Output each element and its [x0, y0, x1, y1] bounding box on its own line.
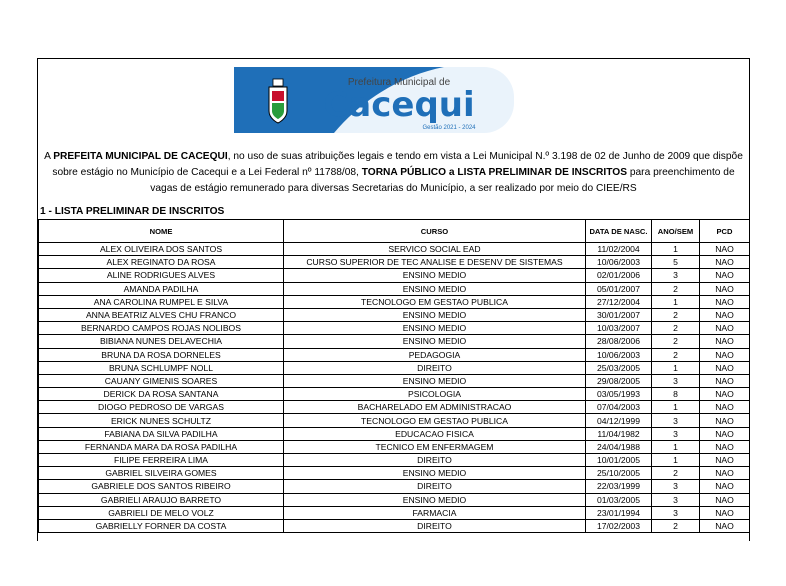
cell-ano-sem: 3 — [652, 506, 700, 519]
cell-pcd: NAO — [700, 282, 750, 295]
cell-curso: TECNICO EM ENFERMAGEM — [284, 440, 586, 453]
cell-ano-sem: 5 — [652, 256, 700, 269]
cell-data-nasc: 27/12/2004 — [586, 295, 652, 308]
cell-pcd: NAO — [700, 361, 750, 374]
cell-curso: ENSINO MEDIO — [284, 308, 586, 321]
cell-pcd: NAO — [700, 519, 750, 532]
cell-data-nasc: 01/03/2005 — [586, 493, 652, 506]
cell-pcd: NAO — [700, 480, 750, 493]
cell-pcd: NAO — [700, 335, 750, 348]
cell-data-nasc: 04/12/1999 — [586, 414, 652, 427]
prefeitura-logo — [234, 67, 514, 133]
table-row — [39, 414, 750, 427]
table-row — [39, 335, 750, 348]
cell-ano-sem: 1 — [652, 440, 700, 453]
cell-data-nasc: 22/03/1999 — [586, 480, 652, 493]
table-row — [39, 519, 750, 532]
cell-ano-sem: 1 — [652, 361, 700, 374]
cell-nome: ERICK NUNES SCHULTZ — [39, 414, 284, 427]
cell-nome: ANA CAROLINA RUMPEL E SILVA — [39, 295, 284, 308]
cell-nome: BERNARDO CAMPOS ROJAS NOLIBOS — [39, 322, 284, 335]
cell-pcd: NAO — [700, 374, 750, 387]
table-row — [39, 454, 750, 467]
cell-nome: GABRIELI ARAUJO BARRETO — [39, 493, 284, 506]
cell-curso: ENSINO MEDIO — [284, 322, 586, 335]
cell-pcd: NAO — [700, 493, 750, 506]
table-body — [39, 243, 750, 533]
table-row — [39, 401, 750, 414]
cell-pcd: NAO — [700, 467, 750, 480]
cell-data-nasc: 10/03/2007 — [586, 322, 652, 335]
table-row — [39, 493, 750, 506]
table-row — [39, 295, 750, 308]
cell-ano-sem: 1 — [652, 401, 700, 414]
table-row — [39, 282, 750, 295]
cell-curso: DIREITO — [284, 454, 586, 467]
inscritos-table — [38, 219, 750, 533]
cell-pcd: NAO — [700, 401, 750, 414]
header-curso: CURSO — [284, 220, 586, 243]
logo-top-text: Prefeitura Municipal de — [347, 77, 451, 88]
cell-pcd: NAO — [700, 243, 750, 256]
table-header-row — [39, 220, 750, 243]
logo-gestao: Gestão 2021 - 2024 — [422, 125, 476, 131]
cell-nome: FILIPE FERREIRA LIMA — [39, 454, 284, 467]
cell-ano-sem: 2 — [652, 322, 700, 335]
cell-ano-sem: 1 — [652, 295, 700, 308]
cell-ano-sem: 1 — [652, 454, 700, 467]
cell-data-nasc: 28/08/2006 — [586, 335, 652, 348]
cell-curso: ENSINO MEDIO — [284, 374, 586, 387]
cell-data-nasc: 11/04/1982 — [586, 427, 652, 440]
cell-nome: CAUANY GIMENIS SOARES — [39, 374, 284, 387]
cell-data-nasc: 30/01/2007 — [586, 308, 652, 321]
cell-curso: TECNOLOGO EM GESTAO PUBLICA — [284, 414, 586, 427]
intro-text-2: , no uso de suas atribuições legais e tendo em vista a Lei Municipal N.º 3.198 de 02 de Junho de 2009 que dispõe sobre estágio no Município de Cacequi e a Lei Federal nº 11788/08, — [52, 151, 743, 178]
cell-curso: ENSINO MEDIO — [284, 269, 586, 282]
cell-data-nasc: 11/02/2004 — [586, 243, 652, 256]
cell-nome: GABRIEL SILVEIRA GOMES — [39, 467, 284, 480]
cell-ano-sem: 3 — [652, 493, 700, 506]
cell-pcd: NAO — [700, 440, 750, 453]
cell-data-nasc: 10/01/2005 — [586, 454, 652, 467]
header-pcd: PCD — [700, 220, 750, 243]
cell-data-nasc: 05/01/2007 — [586, 282, 652, 295]
cell-pcd: NAO — [700, 427, 750, 440]
header-ano-sem: ANO/SEM — [652, 220, 700, 243]
cell-curso: BACHARELADO EM ADMINISTRACAO — [284, 401, 586, 414]
cell-nome: ALEX OLIVEIRA DOS SANTOS — [39, 243, 284, 256]
cell-curso: DIREITO — [284, 361, 586, 374]
cell-ano-sem: 2 — [652, 335, 700, 348]
cell-nome: GABRIELI DE MELO VOLZ — [39, 506, 284, 519]
intro-text-3: para preenchimento de vagas de estágio remunerado para diversas Secretarias do Município, a ser realizado por meio do CIEE/RS — [150, 166, 735, 194]
cell-nome: GABRIELLY FORNER DA COSTA — [39, 519, 284, 532]
cell-data-nasc: 02/01/2006 — [586, 269, 652, 282]
document-page — [37, 58, 750, 541]
cell-ano-sem: 2 — [652, 282, 700, 295]
cell-ano-sem: 3 — [652, 427, 700, 440]
cell-ano-sem: 2 — [652, 348, 700, 361]
cell-data-nasc: 29/08/2005 — [586, 374, 652, 387]
cell-pcd: NAO — [700, 506, 750, 519]
table-row — [39, 308, 750, 321]
cell-nome: DERICK DA ROSA SANTANA — [39, 388, 284, 401]
cell-curso: CURSO SUPERIOR DE TEC ANALISE E DESENV DE SISTEMAS — [284, 256, 586, 269]
table-row — [39, 440, 750, 453]
cell-pcd: NAO — [700, 269, 750, 282]
cell-pcd: NAO — [700, 256, 750, 269]
table-row — [39, 269, 750, 282]
cell-curso: ENSINO MEDIO — [284, 282, 586, 295]
cell-data-nasc: 10/06/2003 — [586, 348, 652, 361]
cell-curso: PEDAGOGIA — [284, 348, 586, 361]
cell-data-nasc: 03/05/1993 — [586, 388, 652, 401]
cell-curso: ENSINO MEDIO — [284, 493, 586, 506]
cell-nome: BRUNA DA ROSA DORNELES — [39, 348, 284, 361]
table-row — [39, 506, 750, 519]
intro-text-1: A — [44, 151, 54, 162]
cell-data-nasc: 17/02/2003 — [586, 519, 652, 532]
cell-nome: ANNA BEATRIZ ALVES CHU FRANCO — [39, 308, 284, 321]
cell-pcd: NAO — [700, 454, 750, 467]
cell-ano-sem: 2 — [652, 467, 700, 480]
cell-ano-sem: 8 — [652, 388, 700, 401]
cell-curso: PSICOLOGIA — [284, 388, 586, 401]
table-row — [39, 388, 750, 401]
table-row — [39, 374, 750, 387]
cell-pcd: NAO — [700, 295, 750, 308]
cell-pcd: NAO — [700, 388, 750, 401]
cell-curso: FARMACIA — [284, 506, 586, 519]
table-row — [39, 480, 750, 493]
cell-ano-sem: 1 — [652, 243, 700, 256]
logo-name: Cacequi — [323, 85, 475, 125]
header-nome: NOME — [39, 220, 284, 243]
cell-curso: ENSINO MEDIO — [284, 335, 586, 348]
cell-curso: SERVICO SOCIAL EAD — [284, 243, 586, 256]
cell-nome: FABIANA DA SILVA PADILHA — [39, 427, 284, 440]
intro-bold-1: PREFEITA MUNICIPAL DE CACEQUI — [53, 151, 228, 162]
header-data-nasc: DATA DE NASC. — [586, 220, 652, 243]
cell-curso: EDUCACAO FISICA — [284, 427, 586, 440]
cell-curso: TECNOLOGO EM GESTAO PUBLICA — [284, 295, 586, 308]
cell-nome: FERNANDA MARA DA ROSA PADILHA — [39, 440, 284, 453]
cell-nome: ALEX REGINATO DA ROSA — [39, 256, 284, 269]
cell-nome: GABRIELE DOS SANTOS RIBEIRO — [39, 480, 284, 493]
cell-curso: DIREITO — [284, 480, 586, 493]
cell-data-nasc: 25/03/2005 — [586, 361, 652, 374]
cell-curso: DIREITO — [284, 519, 586, 532]
intro-bold-2: TORNA PÚBLICO a LISTA PRELIMINAR DE INSCRITOS — [361, 166, 628, 178]
cell-ano-sem: 3 — [652, 374, 700, 387]
table-row — [39, 467, 750, 480]
cell-nome: BIBIANA NUNES DELAVECHIA — [39, 335, 284, 348]
cell-nome: AMANDA PADILHA — [39, 282, 284, 295]
cell-pcd: NAO — [700, 308, 750, 321]
cell-data-nasc: 10/06/2003 — [586, 256, 652, 269]
table-row — [39, 361, 750, 374]
cell-data-nasc: 25/10/2005 — [586, 467, 652, 480]
cell-pcd: NAO — [700, 348, 750, 361]
table-row — [39, 348, 750, 361]
cell-ano-sem: 3 — [652, 414, 700, 427]
section-title: 1 - LISTA PRELIMINAR DE INSCRITOS — [40, 206, 225, 217]
table-row — [39, 243, 750, 256]
cell-pcd: NAO — [700, 322, 750, 335]
intro-paragraph — [42, 149, 745, 196]
cell-data-nasc: 07/04/2003 — [586, 401, 652, 414]
cell-ano-sem: 2 — [652, 308, 700, 321]
cell-pcd: NAO — [700, 414, 750, 427]
cell-nome: ALINE RODRIGUES ALVES — [39, 269, 284, 282]
table-row — [39, 256, 750, 269]
cell-nome: DIOGO PEDROSO DE VARGAS — [39, 401, 284, 414]
table-row — [39, 322, 750, 335]
cell-data-nasc: 24/04/1988 — [586, 440, 652, 453]
cell-nome: BRUNA SCHLUMPF NOLL — [39, 361, 284, 374]
table-row — [39, 427, 750, 440]
cell-data-nasc: 23/01/1994 — [586, 506, 652, 519]
cell-ano-sem: 3 — [652, 269, 700, 282]
cell-ano-sem: 3 — [652, 480, 700, 493]
cell-ano-sem: 2 — [652, 519, 700, 532]
cell-curso: ENSINO MEDIO — [284, 467, 586, 480]
